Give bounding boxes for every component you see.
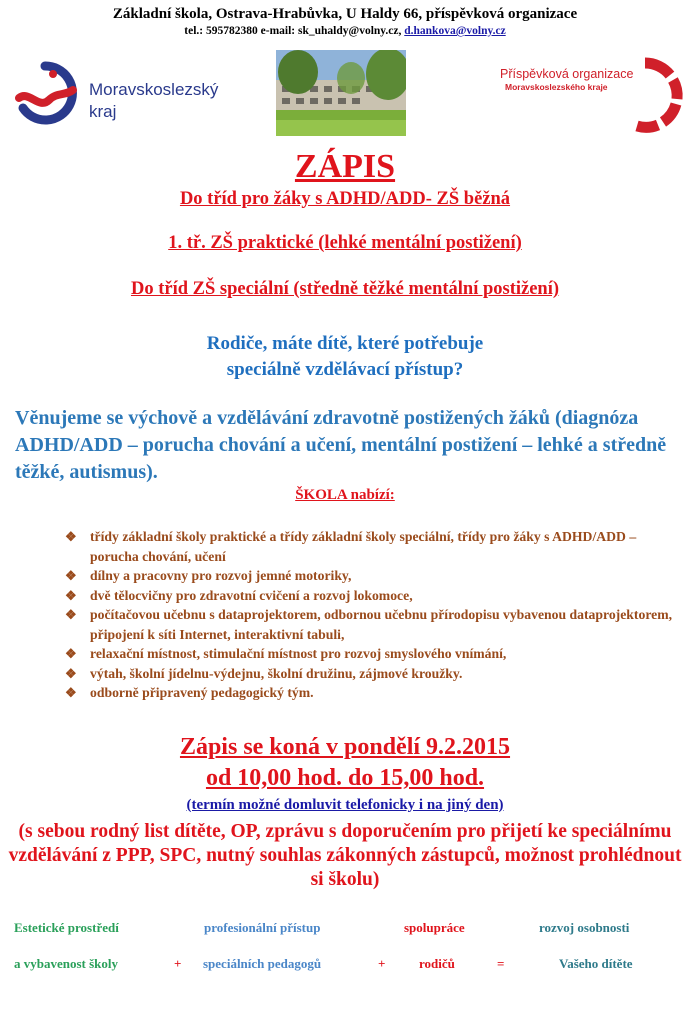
footer-cooperation: spolupráce [404,920,465,935]
bring-note: (s sebou rodný list dítěte, OP, zprávu s doporučením pro přijetí ke speciálnímu vzdělávání z PPP, SPC, nutný souhlas zákonných zástupců, možnost prohlédnout si školu) [8,821,682,890]
diamond-bullet-icon: ❖ [65,665,77,681]
enrollment-date: Zápis se koná v pondělí 9.2.2015 [179,734,511,760]
diamond-bullet-icon: ❖ [65,587,77,603]
subtitle-practical: 1. tř. ZŠ praktické (lehké mentální postižení) [168,233,522,253]
contact-text: tel.: 595782380 e-mail: sk_uhaldy@volny.cz, [184,25,405,37]
list-item: ❖ dvě tělocvičny pro zdravotní cvičení a rozvoj lokomoce, [65,586,675,606]
list-item: ❖ počítačovou učebnu s dataprojektorem, odbornou učebnu přírodopisu vybavenou dataprojektorem, připojení k síti Internet, interaktivní tabuli, [65,607,673,642]
footer-aesthetic: Estetické prostředí [14,920,119,935]
offer-heading: ŠKOLA nabízí: [295,487,395,503]
footer-professional: profesionální přístup [204,920,321,935]
footer-equipment: a vybavenost školy [14,956,119,971]
school-photo [276,50,406,136]
intro-paragraph: Věnujeme se výchově a vzdělávání zdravotně postižených žáků (diagnóza ADHD/ADD – porucha chování a učení, mentální postižení – lehké a středně těžké, autismus). [15,407,667,483]
diamond-bullet-icon: ❖ [65,607,77,622]
email-link[interactable]: d.hankova@volny.cz [404,25,506,37]
org-logo-line1: Příspěvková organizace [500,67,634,81]
footer-special-teachers: speciálních pedagogů [203,956,322,971]
region-logo [15,58,255,128]
enrollment-time: od 10,00 hod. do 15,00 hod. [205,765,485,791]
region-logo-icon [15,60,81,126]
list-item: ❖ odborně připravený pedagogický tým. [65,683,675,703]
org-logo-line2: Moravskoslezského kraje [505,82,608,92]
org-logo-ring-icon [605,55,685,135]
list-item: ❖ relaxační místnost, stimulační místnost pro rozvoj smyslového vnímání, [65,644,675,664]
list-item: ❖ dílny a pracovny pro rozvoj jemné motoriky, [65,566,675,586]
footer-plus-1: + [174,956,182,971]
offer-list [65,527,675,703]
school-name-header: Základní škola, Ostrava-Hrabůvka, U Haldy 66, příspěvková organizace [112,6,578,22]
page-title: ZÁPIS [294,148,396,185]
footer-plus-2: + [378,956,386,971]
question-line2: speciálně vzdělávací přístup? [226,359,464,380]
footer-your-child: Vašeho dítěte [559,956,633,971]
subtitle-adhd: Do tříd pro žáky s ADHD/ADD- ZŠ běžná [179,189,511,209]
diamond-bullet-icon: ❖ [65,568,77,583]
phone-note: (termín možné domluvit telefonicky i na jiný den) [186,797,504,813]
footer-development: rozvoj osobnosti [539,920,630,935]
list-item: ❖ výtah, školní jídelnu-výdejnu, školní družinu, zájmové kroužky. [65,664,675,684]
question-line1: Rodiče, máte dítě, které potřebuje [206,333,484,354]
diamond-bullet-icon: ❖ [65,529,77,544]
org-logo [500,55,680,135]
list-item: ❖ třídy základní školy praktické a třídy základní školy speciální, třídy pro žáky s ADHD/ADD – porucha chování, učení [65,529,637,564]
diamond-bullet-icon: ❖ [65,646,77,661]
subtitle-special: Do tříd ZŠ speciální (středně těžké mentální postižení) [130,279,560,299]
region-logo-line1: Moravskoslezský [89,80,219,99]
diamond-bullet-icon: ❖ [65,685,77,700]
contact-line [0,25,690,37]
footer-parents: rodičů [419,956,455,971]
region-logo-line2: kraj [89,102,117,121]
footer-equals: = [497,956,505,971]
